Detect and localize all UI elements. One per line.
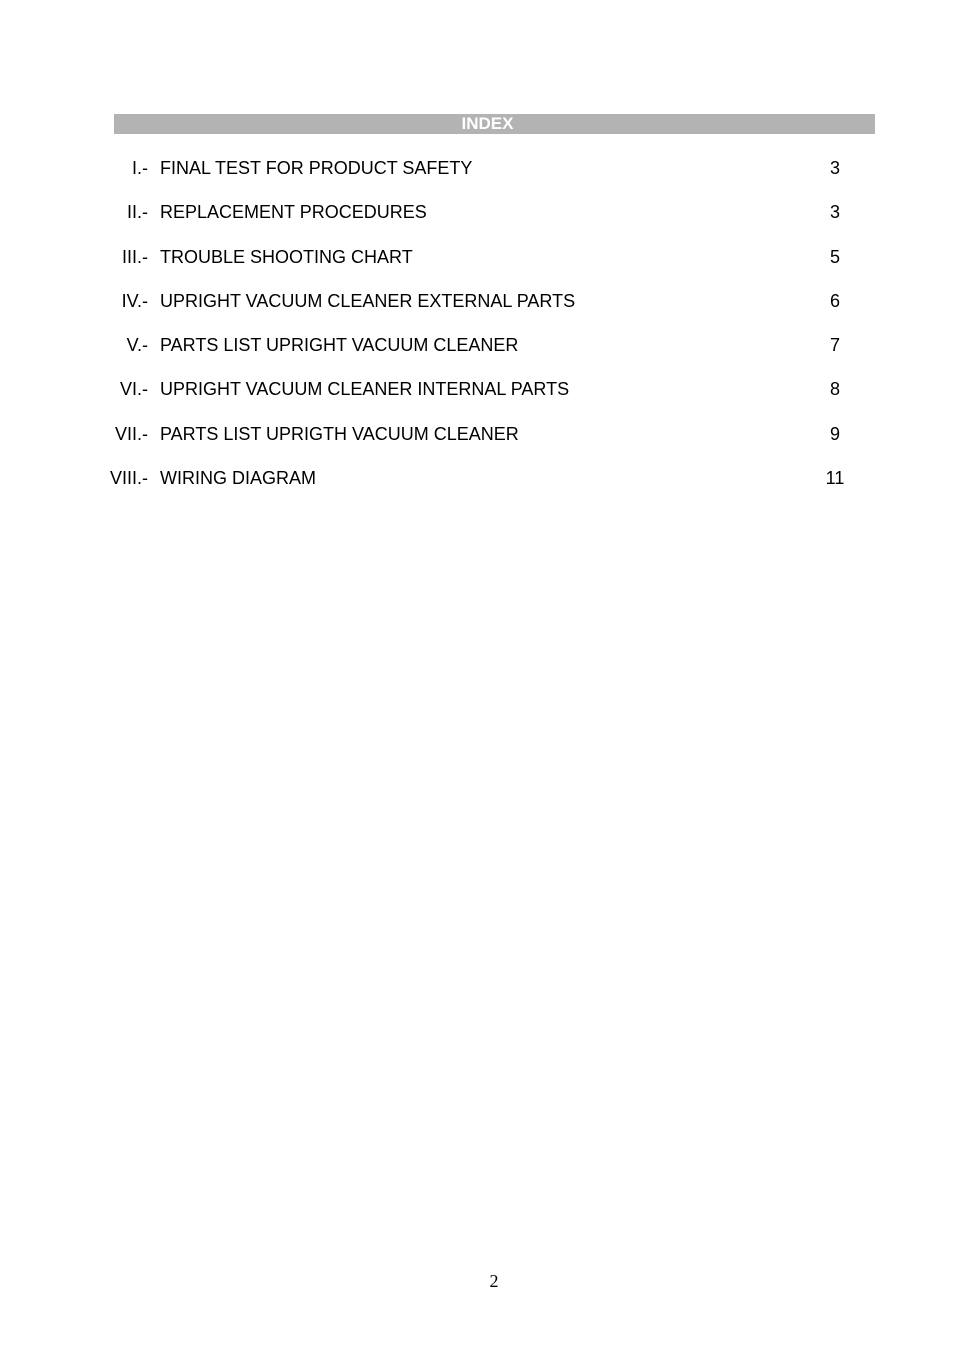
toc-entry-page: 3 [829,158,840,178]
toc-entry-number: III.- [122,246,148,267]
toc-entry-number: I.- [132,158,148,178]
toc-entry-number: IV.- [121,290,148,311]
toc-entry-page: 7 [829,335,840,356]
toc-entry-title: REPLACEMENT PROCEDURES [160,202,427,223]
index-heading: INDEX [114,114,875,134]
toc-entry-title: UPRIGHT VACUUM CLEANER INTERNAL PARTS [160,379,570,400]
toc-entry-title: PARTS LIST UPRIGTH VACUUM CLEANER [160,423,519,444]
table-of-contents [0,154,954,508]
toc-entry-number: VIII.- [109,468,148,489]
toc-entry[interactable] [0,287,954,331]
toc-entry-page: 8 [829,379,840,400]
toc-entry-page: 9 [829,423,840,444]
toc-entry-number: VI.- [119,379,148,400]
toc-entry-title: TROUBLE SHOOTING CHART [160,246,413,267]
toc-entry-number: II.- [127,202,148,223]
toc-entry-title: FINAL TEST FOR PRODUCT SAFETY [160,158,473,178]
toc-entry[interactable] [0,243,954,287]
toc-entry[interactable] [0,198,954,242]
toc-entry-page: 6 [829,290,840,311]
toc-entry-page: 11 [825,468,845,489]
toc-entry-title: WIRING DIAGRAM [160,468,316,489]
toc-entry-page: 5 [829,246,840,267]
toc-entry[interactable] [0,154,954,198]
page-number: 2 [489,1271,499,1291]
toc-entry-page: 3 [829,202,840,223]
toc-entry-title: UPRIGHT VACUUM CLEANER EXTERNAL PARTS [160,290,576,311]
toc-entry-number: V.- [126,335,148,356]
toc-entry[interactable] [0,420,954,464]
toc-entry-number: VII.- [114,423,148,444]
toc-entry-title: PARTS LIST UPRIGHT VACUUM CLEANER [160,335,519,356]
toc-entry[interactable] [0,375,954,419]
toc-entry[interactable] [0,464,954,508]
toc-entry[interactable] [0,331,954,375]
